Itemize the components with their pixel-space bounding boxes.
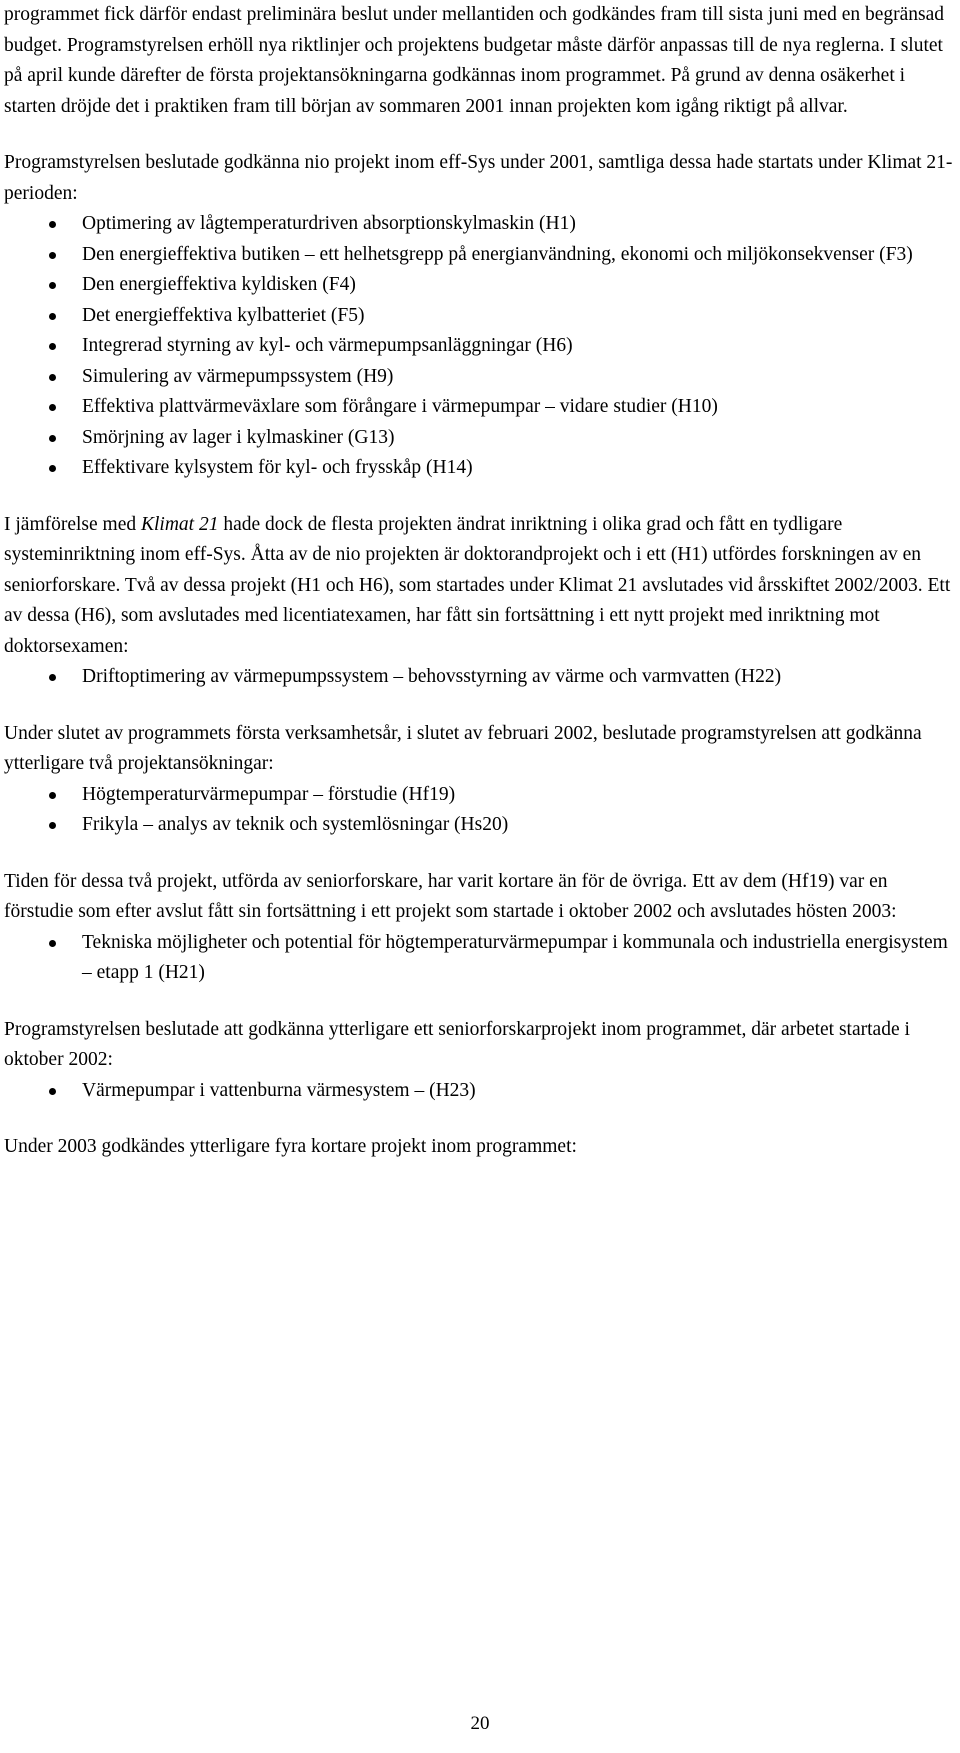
paragraph-comparison [4,510,954,663]
project-list-2001 [4,209,954,484]
list-item: Effektivare kylsystem för kyl- och frysskåp (H14) [4,453,954,484]
list-item: Värmepumpar i vattenburna värmesystem – (H23) [4,1076,954,1107]
paragraph-intro: programmet fick därför endast preliminära beslut under mellantiden och godkändes fram till sista juni med en begränsad budget. Programstyrelsen erhöll nya riktlinjer och projektens budgetar måste därför anpassas till de nya reglerna. I slutet på april kunde därefter de första projektansökningarna godkännas inom programmet. På grund av denna osäkerhet i starten dröjde det i praktiken fram till början av sommaren 2001 innan projekten kom igång riktigt på allvar. [4,4,945,117]
list-item: Det energieffektiva kylbatteriet (F5) [4,301,954,332]
list-item: Frikyla – analys av teknik och systemlösningar (Hs20) [4,810,954,841]
project-list-2002 [4,780,954,841]
project-list-senior [4,1076,954,1107]
list-item: Smörjning av lager i kylmaskiner (G13) [4,423,954,454]
list-item: Effektiva plattvärmeväxlare som förångare i värmepumpar – vidare studier (H10) [4,392,954,423]
list-item: Simulering av värmepumpssystem (H9) [4,362,954,393]
page-number: 20 [470,1713,490,1734]
list-item: Den energieffektiva butiken – ett helhetsgrepp på energianvändning, ekonomi och miljökonsekvenser (F3) [4,240,954,271]
paragraph-2003: Under 2003 godkändes ytterligare fyra kortare projekt inom programmet: [4,1136,577,1157]
paragraph-additional-senior: Programstyrelsen beslutade att godkänna ytterligare ett seniorforskarprojekt inom programmet, där arbetet startade i oktober 2002: [4,1018,910,1070]
italic-text: Klimat 21 [141,513,219,535]
project-list-continuation [4,662,954,693]
list-item: Optimering av lågtemperaturdriven absorptionskylmaskin (H1) [4,209,954,240]
list-item: Integrerad styrning av kyl- och värmepumpsanläggningar (H6) [4,331,954,362]
paragraph-approved-projects: Programstyrelsen beslutade godkänna nio projekt inom eff-Sys under 2001, samtliga dessa hade startats under Klimat 21-perioden: [4,152,953,204]
list-item: Tekniska möjligheter och potential för högtemperaturvärmepumpar i kommunala och industriella energisystem – etapp 1 (H21) [4,928,954,989]
paragraph-senior-projects: Tiden för dessa två projekt, utförda av seniorforskare, har varit kortare än för de övriga. Ett av dem (Hf19) var en förstudie som efter avslut fått sin fortsättning i ett projekt som startade i oktober 2002 och avslutades hösten 2003: [4,870,897,922]
list-item: Driftoptimering av värmepumpssystem – behovsstyrning av värme och varmvatten (H22) [4,662,954,693]
paragraph-first-year: Under slutet av programmets första verksamhetsår, i slutet av februari 2002, beslutade programstyrelsen att godkänna ytterligare två projektansökningar: [4,722,922,774]
project-list-followup [4,928,954,989]
document-page [4,0,954,1163]
list-item: Den energieffektiva kyldisken (F4) [4,270,954,301]
text-segment: hade dock de flesta projekten ändrat inriktning i olika grad och fått en tydligare systeminriktning inom eff-Sys. Åtta av de nio projekten är doktorandprojekt och i ett (H1) utfördes forskningen av en seniorforskare. Två av dessa projekt (H1 och H6), som startades under Klimat 21 avslutades vid årsskiftet 2002/2003. Ett av dessa (H6), som avslutades med licentiatexamen, har fått sin fortsättning i ett nytt projekt med inriktning mot doktorsexamen: [4,513,951,657]
text-segment: I jämförelse med [4,513,141,535]
list-item: Högtemperaturvärmepumpar – förstudie (Hf19) [4,780,954,811]
